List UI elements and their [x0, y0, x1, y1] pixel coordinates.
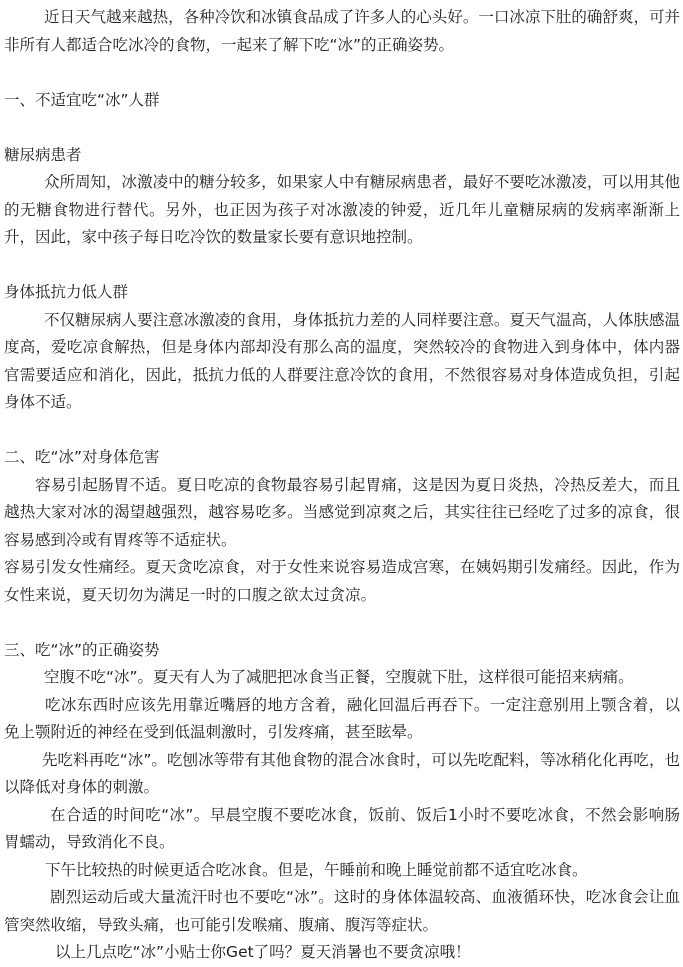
tip-paragraph: 下午比较热的时候更适合吃冰食。但是，午睡前和晚上睡觉前都不适宜吃冰食。 — [45, 860, 588, 879]
spacer — [4, 252, 680, 280]
section-3-title: 三、吃“冰”的正确姿势 — [4, 640, 160, 659]
spacer — [4, 417, 680, 445]
tip-paragraph: 吃冰东西时应该先用靠近嘴唇的地方含着，融化回温后再吞下。一定注意别用上颚含着，以免上颚附近的神经在受到低温刺激时，引发疼痛，甚至眩晕。 — [4, 695, 680, 741]
section-2-title: 二、吃“冰”对身体危害 — [4, 448, 160, 466]
diabetes-paragraph: 众所周知，冰激凌中的糖分较多，如果家人中有糖尿病患者，最好不要吃冰激凌，可以用其他的无糖食物进行替代。另外，也正因为孩子对冰激凌的钟爱，近几年儿童糖尿病的发病率渐渐上升，因此，家中孩子每日吃冷饮的数量家长要有意识地控制。 — [4, 173, 680, 246]
spacer — [4, 59, 680, 87]
closing-paragraph: 以上几点吃“冰”小贴士你Get了吗？夏天消暑也不要贪凉哦！ — [55, 943, 471, 961]
tip-paragraph: 剧烈运动后或大量流汗时也不要吃“冰”。这时的身体体温较高、血液循环快，吃冰食会让血管突然收缩，导致头痛，也可能引发喉痛、腹痛、腹泻等症状。 — [4, 888, 680, 934]
diabetes-subtitle: 糖尿病患者 — [4, 145, 82, 164]
intro-paragraph: 近日天气越来越热，各种冷饮和冰镇食品成了许多人的心头好。一口冰凉下肚的确舒爽，可并非所有人都适合吃冰冷的食物，一起来了解下吃“冰”的正确姿势。 — [4, 8, 680, 54]
menstrual-paragraph: 容易引发女性痛经。夏天贪吃凉食，对于女性来说容易造成宫寒，在姨妈期引发痛经。因此，作为女性来说，夏天切勿为满足一时的口腹之欲太过贪凉。 — [4, 558, 680, 604]
stomach-paragraph: 容易引起肠胃不适。夏日吃凉的食物最容易引起胃痛，这是因为夏日炎热，冷热反差大，而且越热大家对冰的渴望越强烈，越容易吃多。当感觉到凉爽之后，其实往往已经吃了过多的凉食，很容易感到冷或有胃疼等不适症状。 — [4, 475, 680, 549]
tip-paragraph: 空腹不吃“冰”。夏天有人为了减肥把冰食当正餐，空腹就下肚，这样很可能招来病痛。 — [44, 668, 634, 686]
spacer — [4, 609, 680, 637]
low-immunity-subtitle: 身体抵抗力低人群 — [4, 283, 129, 301]
low-immunity-paragraph: 不仅糖尿病人要注意冰激凌的食用，身体抵抗力差的人同样要注意。夏天气温高，人体肤感温度高，爱吃凉食解热，但是身体内部却没有那么高的温度，突然较冷的食物进入到身体中，体内器官需要适应和消化，因此，抵抗力低的人群要注意冷饮的食用，不然很容易对身体造成负担，引起身体不适。 — [4, 310, 680, 411]
tip-paragraph: 先吃料再吃“冰”。吃刨冰等带有其他食物的混合冰食时，可以先吃配料，等冰稍化化再吃，也以降低对身体的刺激。 — [4, 750, 680, 796]
spacer — [4, 114, 680, 142]
tip-paragraph: 在合适的时间吃“冰”。早晨空腹不要吃冰食，饭前、饭后1小时不要吃冰食，不然会影响肠胃蠕动，导致消化不良。 — [4, 805, 680, 851]
section-1-title: 一、不适宜吃“冰”人群 — [4, 90, 160, 109]
